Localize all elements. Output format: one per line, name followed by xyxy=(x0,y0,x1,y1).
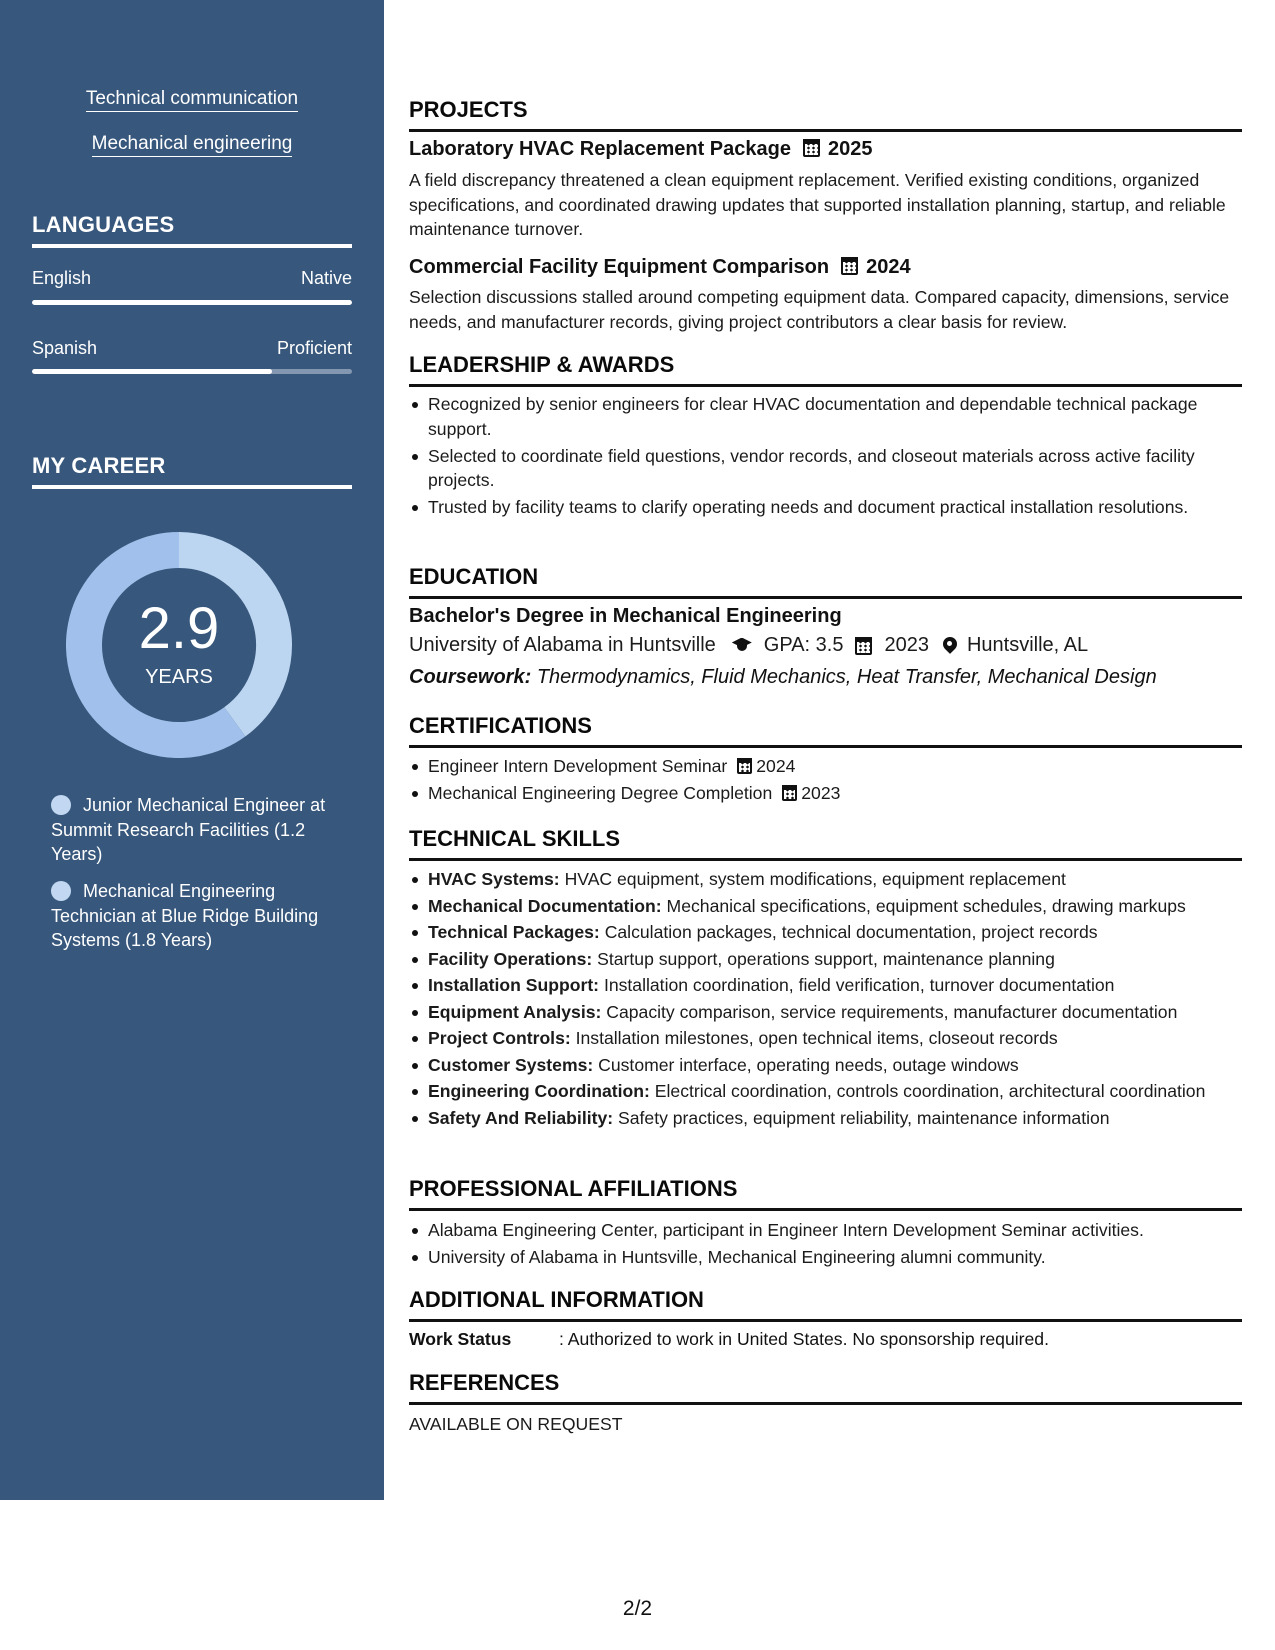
skill-text: Capacity comparison, service requirements, manufacturer documentation xyxy=(606,1001,1178,1022)
skill-text: Safety practices, equipment reliability, maintenance information xyxy=(618,1107,1110,1128)
list-item xyxy=(409,1106,1242,1131)
education-heading: EDUCATION xyxy=(409,564,1242,599)
skill-label: Project Controls: xyxy=(428,1028,571,1048)
certifications-heading: CERTIFICATIONS xyxy=(409,713,1242,748)
additional-info-heading: ADDITIONAL INFORMATION xyxy=(409,1287,1242,1322)
page-number: 2/2 xyxy=(622,1597,653,1620)
list-item xyxy=(409,1053,1242,1078)
list-item xyxy=(409,1079,1242,1104)
skill-text: Calculation packages, technical documentation, project records xyxy=(604,922,1098,942)
skill-label: Installation Support: xyxy=(428,975,600,995)
education-details xyxy=(409,634,1088,657)
skill-text: HVAC equipment, system modifications, equipment replacement xyxy=(564,869,1066,889)
sidebar-link-label[interactable]: Technical communication xyxy=(86,88,298,112)
sidebar-link-label[interactable]: Mechanical engineering xyxy=(92,133,293,157)
coursework-list: Thermodynamics, Fluid Mechanics, Heat Transfer, Mechanical Design xyxy=(536,666,1157,688)
certifications-list xyxy=(409,754,1242,808)
skill-label: Facility Operations: xyxy=(428,948,593,969)
skill-label: Technical Packages: xyxy=(428,922,600,942)
list-item: Alabama Engineering Center, participant in Engineer Intern Development Seminar activities. xyxy=(409,1218,1242,1243)
project-title xyxy=(409,256,911,279)
list-item xyxy=(409,1026,1242,1051)
language-bar-fill xyxy=(32,300,352,305)
calendar-icon xyxy=(803,139,820,157)
sidebar-link-technical-communication[interactable] xyxy=(0,88,384,110)
project-year: 2024 xyxy=(866,256,911,278)
list-item: Trusted by facility teams to clarify operating needs and document practical installation resolutions. xyxy=(409,495,1242,520)
graduation-year: 2023 xyxy=(884,634,929,656)
leadership-heading: LEADERSHIP & AWARDS xyxy=(409,352,1242,387)
language-bar-fill xyxy=(32,369,272,374)
career-item xyxy=(51,793,341,867)
project-title xyxy=(409,138,872,161)
references-heading: REFERENCES xyxy=(409,1370,1242,1405)
gpa: GPA: 3.5 xyxy=(763,634,844,656)
work-status xyxy=(409,1329,1049,1350)
location-pin-icon xyxy=(943,637,957,655)
references-text: AVAILABLE ON REQUEST xyxy=(409,1414,623,1434)
calendar-icon xyxy=(841,257,858,275)
skill-text: Customer interface, operating needs, outage windows xyxy=(598,1054,1019,1075)
career-item-text: Junior Mechanical Engineer at Summit Research Facilities (1.2 Years) xyxy=(51,795,326,864)
list-item: Recognized by senior engineers for clear HVAC documentation and dependable technical package support. xyxy=(409,392,1242,441)
calendar-icon xyxy=(737,758,752,774)
language-level: Native xyxy=(300,268,352,288)
list-item xyxy=(409,867,1242,892)
list-item xyxy=(409,781,1242,806)
list-item xyxy=(409,1000,1242,1025)
leadership-list xyxy=(409,392,1242,522)
project-description: A field discrepancy threatened a clean equipment replacement. Verified existing conditions, organized specifications, and coordinated drawing updates that supported installation planning, startup, and reliable maintenance turnover. xyxy=(409,170,1226,239)
calendar-icon xyxy=(855,637,872,655)
skill-label: Mechanical Documentation: xyxy=(428,895,662,916)
project-name: Commercial Facility Equipment Comparison xyxy=(409,256,830,278)
certification-name: Mechanical Engineering Degree Completion xyxy=(428,783,773,803)
sidebar xyxy=(0,0,384,1500)
certification-name: Engineer Intern Development Seminar xyxy=(428,756,728,776)
list-item xyxy=(409,894,1242,919)
list-item xyxy=(409,973,1242,998)
certification-year: 2023 xyxy=(801,783,841,803)
affiliations-list xyxy=(409,1218,1242,1272)
skills-heading: TECHNICAL SKILLS xyxy=(409,826,1242,861)
language-bar-spanish xyxy=(32,369,352,374)
skill-label: HVAC Systems: xyxy=(428,869,560,889)
language-row-spanish xyxy=(32,338,352,359)
degree-title: Bachelor's Degree in Mechanical Engineering xyxy=(409,605,842,627)
language-level: Proficient xyxy=(276,338,352,358)
language-name: English xyxy=(32,268,92,288)
skill-text: Mechanical specifications, equipment schedules, drawing markups xyxy=(666,895,1186,916)
career-total-unit: YEARS xyxy=(145,666,213,688)
coursework xyxy=(409,666,1157,689)
career-dot-icon xyxy=(51,795,71,815)
language-name: Spanish xyxy=(32,338,98,358)
project-description: Selection discussions stalled around competing equipment data. Compared capacity, dimensions, service needs, and manufacturer records, giving project contributors a clear basis for review. xyxy=(409,287,1230,332)
language-row-english xyxy=(32,268,352,289)
list-item: Selected to coordinate field questions, vendor records, and closeout materials across active facility projects. xyxy=(409,444,1242,493)
project-name: Laboratory HVAC Replacement Package xyxy=(409,138,791,160)
languages-heading: LANGUAGES xyxy=(32,212,352,248)
projects-heading: PROJECTS xyxy=(409,97,1242,132)
skill-label: Safety And Reliability: xyxy=(428,1107,614,1128)
list-item xyxy=(409,754,1242,779)
career-heading: MY CAREER xyxy=(32,453,352,489)
graduation-cap-icon xyxy=(730,638,754,654)
work-status-label: Work Status xyxy=(409,1329,512,1349)
skills-list xyxy=(409,867,1242,1132)
affiliations-heading: PROFESSIONAL AFFILIATIONS xyxy=(409,1176,1242,1211)
skill-text: Installation milestones, open technical items, closeout records xyxy=(575,1028,1058,1048)
sidebar-link-mechanical-engineering[interactable] xyxy=(0,133,384,155)
language-bar-english xyxy=(32,300,352,305)
list-item: University of Alabama in Huntsville, Mechanical Engineering alumni community. xyxy=(409,1245,1242,1270)
list-item xyxy=(409,947,1242,972)
career-item-text: Mechanical Engineering Technician at Blue Ridge Building Systems (1.8 Years) xyxy=(51,881,319,950)
skill-text: Electrical coordination, controls coordination, architectural coordination xyxy=(654,1081,1206,1101)
education-location: Huntsville, AL xyxy=(966,634,1089,656)
skill-label: Engineering Coordination: xyxy=(428,1081,650,1101)
list-item xyxy=(409,920,1242,945)
career-total-years: 2.9 xyxy=(138,596,220,661)
career-dot-icon xyxy=(51,881,71,901)
coursework-label: Coursework: xyxy=(409,666,532,688)
work-status-value: : Authorized to work in United States. No sponsorship required. xyxy=(559,1329,1049,1349)
skill-label: Customer Systems: xyxy=(428,1054,594,1075)
career-item xyxy=(51,879,341,953)
school-name: University of Alabama in Huntsville xyxy=(409,634,716,656)
skill-text: Startup support, operations support, maintenance planning xyxy=(597,948,1055,969)
skill-label: Equipment Analysis: xyxy=(428,1001,602,1022)
certification-year: 2024 xyxy=(756,756,796,776)
calendar-icon xyxy=(782,785,797,801)
project-year: 2025 xyxy=(827,138,873,160)
skill-text: Installation coordination, field verification, turnover documentation xyxy=(603,975,1115,995)
